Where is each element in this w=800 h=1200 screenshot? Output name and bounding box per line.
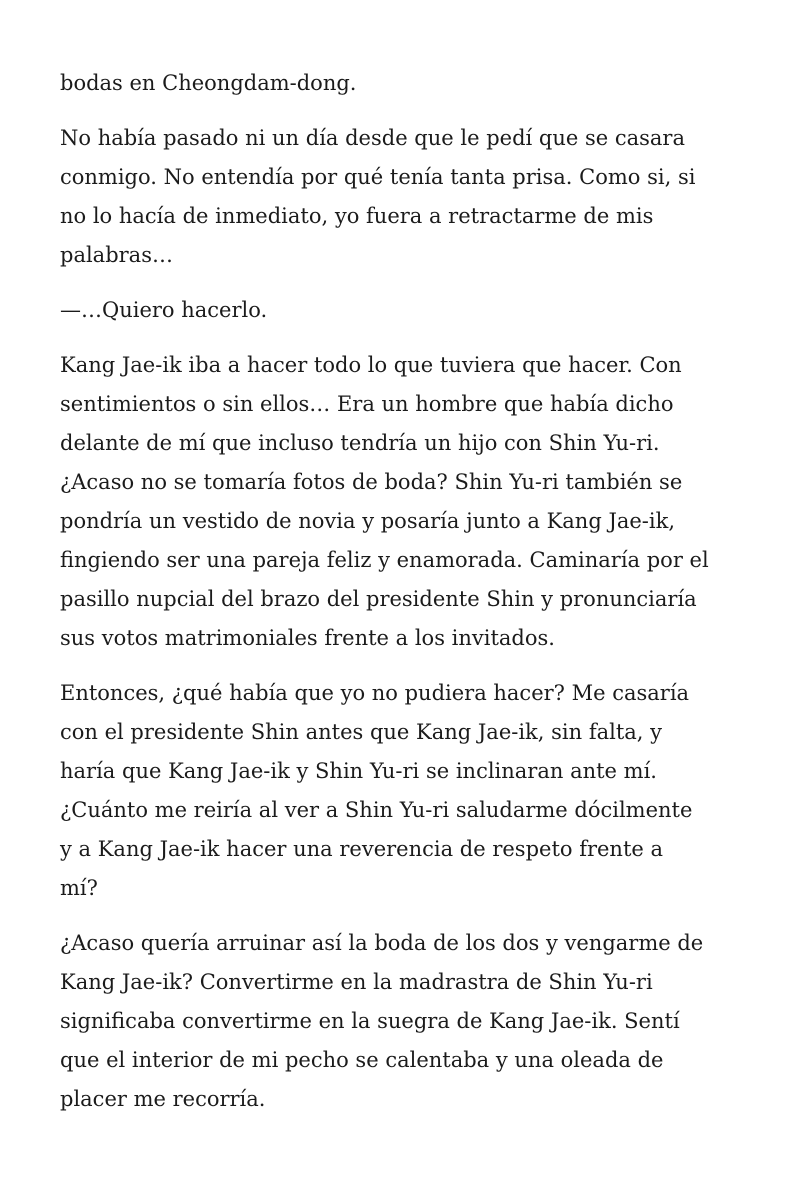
text-line: no lo hacía de inmediato, yo fuera a retractarme de mis xyxy=(60,204,654,228)
paragraph-2 xyxy=(60,119,750,275)
text-line: Kang Jae-ik? Convertirme en la madrastra de Shin Yu-ri xyxy=(60,970,653,994)
text-line: placer me recorría. xyxy=(60,1087,266,1111)
text-line: No había pasado ni un día desde que le pedí que se casara xyxy=(60,126,685,150)
text-line: Kang Jae-ik iba a hacer todo lo que tuviera que hacer. Con xyxy=(60,353,682,377)
text-line: significaba convertirme en la suegra de Kang Jae-ik. Sentí xyxy=(60,1009,680,1033)
paragraph-6 xyxy=(60,924,750,1119)
text-line: —…Quiero hacerlo. xyxy=(60,298,268,322)
text-line: palabras… xyxy=(60,243,173,267)
paragraph-5 xyxy=(60,674,750,908)
text-line: sus votos matrimoniales frente a los invitados. xyxy=(60,626,555,650)
paragraph-1 xyxy=(60,64,750,103)
text-line: haría que Kang Jae-ik y Shin Yu-ri se inclinaran ante mí. xyxy=(60,759,657,783)
document-body xyxy=(60,64,750,1135)
text-line: sentimientos o sin ellos… Era un hombre que había dicho xyxy=(60,392,674,416)
text-line: ¿Cuánto me reiría al ver a Shin Yu-ri saludarme dócilmente xyxy=(60,798,693,822)
text-line: y a Kang Jae-ik hacer una reverencia de respeto frente a xyxy=(60,837,664,861)
text-line: delante de mí que incluso tendría un hijo con Shin Yu-ri. xyxy=(60,431,660,455)
paragraph-3 xyxy=(60,291,750,330)
text-line: que el interior de mi pecho se calentaba y una oleada de xyxy=(60,1048,664,1072)
text-line: fingiendo ser una pareja feliz y enamorada. Caminaría por el xyxy=(60,548,709,572)
text-line: bodas en Cheongdam-dong. xyxy=(60,71,357,95)
text-line: pondría un vestido de novia y posaría junto a Kang Jae-ik, xyxy=(60,509,676,533)
text-line: Entonces, ¿qué había que yo no pudiera hacer? Me casaría xyxy=(60,681,690,705)
text-line: ¿Acaso no se tomaría fotos de boda? Shin Yu-ri también se xyxy=(60,470,683,494)
paragraph-4 xyxy=(60,346,750,658)
text-line: ¿Acaso quería arruinar así la boda de los dos y vengarme de xyxy=(60,931,704,955)
text-line: conmigo. No entendía por qué tenía tanta prisa. Como si, si xyxy=(60,165,696,189)
text-line: mí? xyxy=(60,876,98,900)
text-line: pasillo nupcial del brazo del presidente Shin y pronunciaría xyxy=(60,587,697,611)
text-line: con el presidente Shin antes que Kang Jae-ik, sin falta, y xyxy=(60,720,663,744)
